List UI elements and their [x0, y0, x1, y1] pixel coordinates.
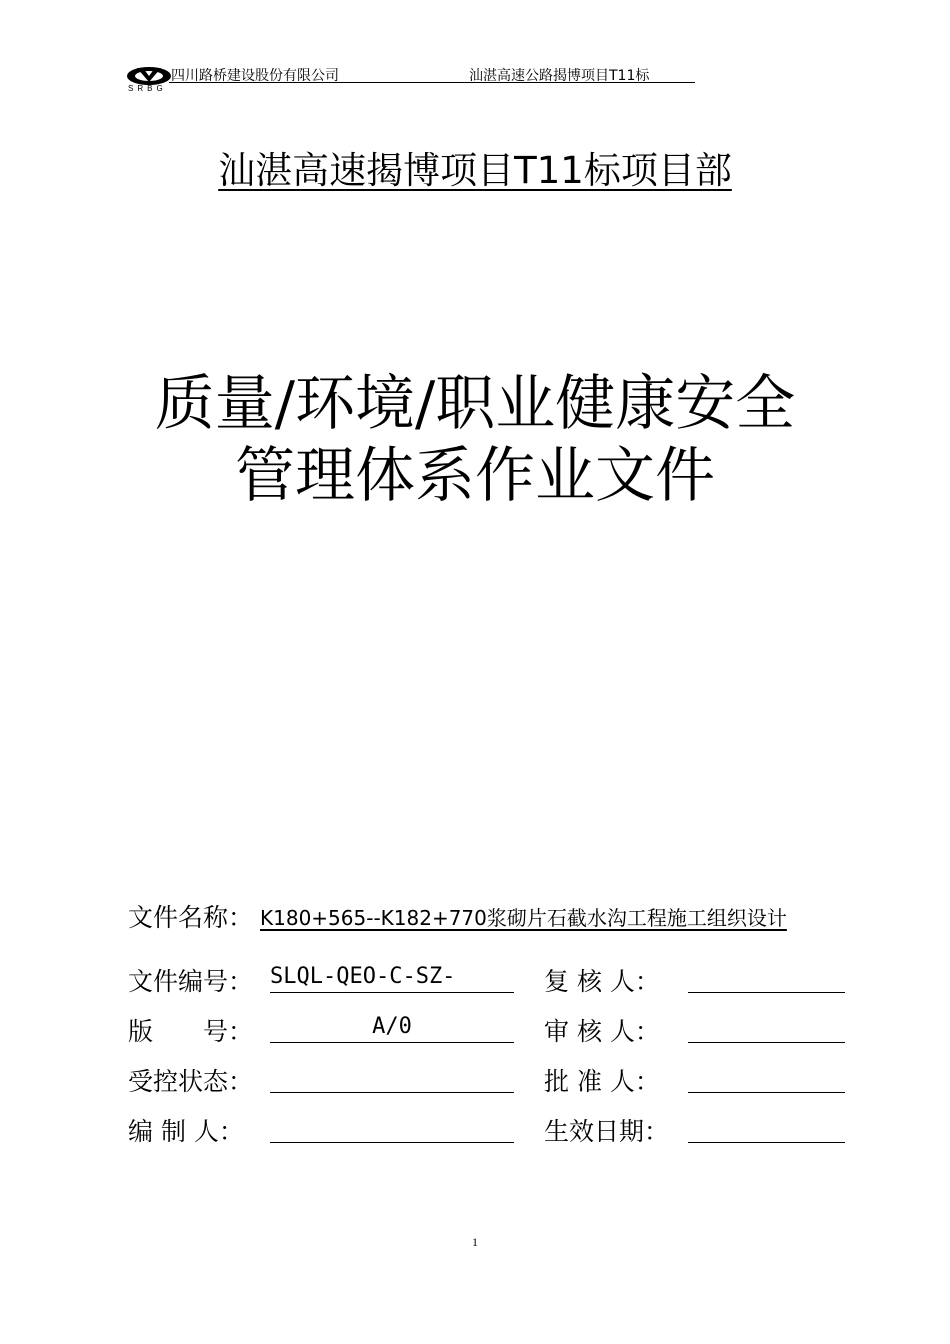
- project-name: 汕湛高速公路揭博项目T11标: [469, 68, 650, 84]
- auditor-row: [544, 1012, 854, 1046]
- reviewer-label: 复 核 人：: [544, 967, 660, 996]
- company-name: 四川路桥建设股份有限公司: [171, 68, 339, 84]
- version-row: [128, 1012, 518, 1046]
- document-main-title: [0, 368, 950, 512]
- author-row: [128, 1112, 518, 1146]
- doc-number-value: SLQL-QEO-C-SZ-: [270, 964, 456, 989]
- department-title: 汕湛高速揭博项目T11标项目部: [218, 149, 732, 192]
- control-status-row: [128, 1062, 518, 1096]
- effective-date-underline: [688, 1142, 845, 1143]
- main-title-line-2: 管理体系作业文件: [235, 441, 715, 511]
- version-underline: [270, 1042, 514, 1043]
- file-name-label: 文件名称：: [128, 903, 254, 932]
- file-name-row: [128, 898, 828, 932]
- approver-underline: [688, 1092, 845, 1093]
- reviewer-underline: [688, 992, 845, 993]
- main-title-line-1: 质量/环境/职业健康安全: [154, 369, 796, 439]
- author-label: 编 制 人：: [128, 1117, 244, 1146]
- doc-number-row: [128, 962, 518, 996]
- logo-text: SRBG: [128, 84, 167, 93]
- effective-date-row: [544, 1112, 854, 1146]
- header-divider: [169, 82, 695, 83]
- doc-number-underline: [270, 992, 514, 993]
- reviewer-row: [544, 962, 854, 996]
- effective-date-label: 生效日期：: [544, 1117, 670, 1146]
- auditor-underline: [688, 1042, 845, 1043]
- control-status-underline: [270, 1092, 514, 1093]
- page-number: 1: [472, 1235, 478, 1249]
- author-underline: [270, 1142, 514, 1143]
- control-status-label: 受控状态：: [128, 1067, 254, 1096]
- auditor-label: 审 核 人：: [544, 1017, 660, 1046]
- version-label: 版 号：: [128, 1017, 254, 1046]
- version-value: A/0: [372, 1014, 412, 1039]
- file-name-value: K180+565--K182+770浆砌片石截水沟工程施工组织设计: [260, 906, 787, 930]
- page-header: [125, 62, 695, 96]
- approver-label: 批 准 人：: [544, 1067, 660, 1096]
- doc-number-label: 文件编号：: [128, 967, 254, 996]
- approver-row: [544, 1062, 854, 1096]
